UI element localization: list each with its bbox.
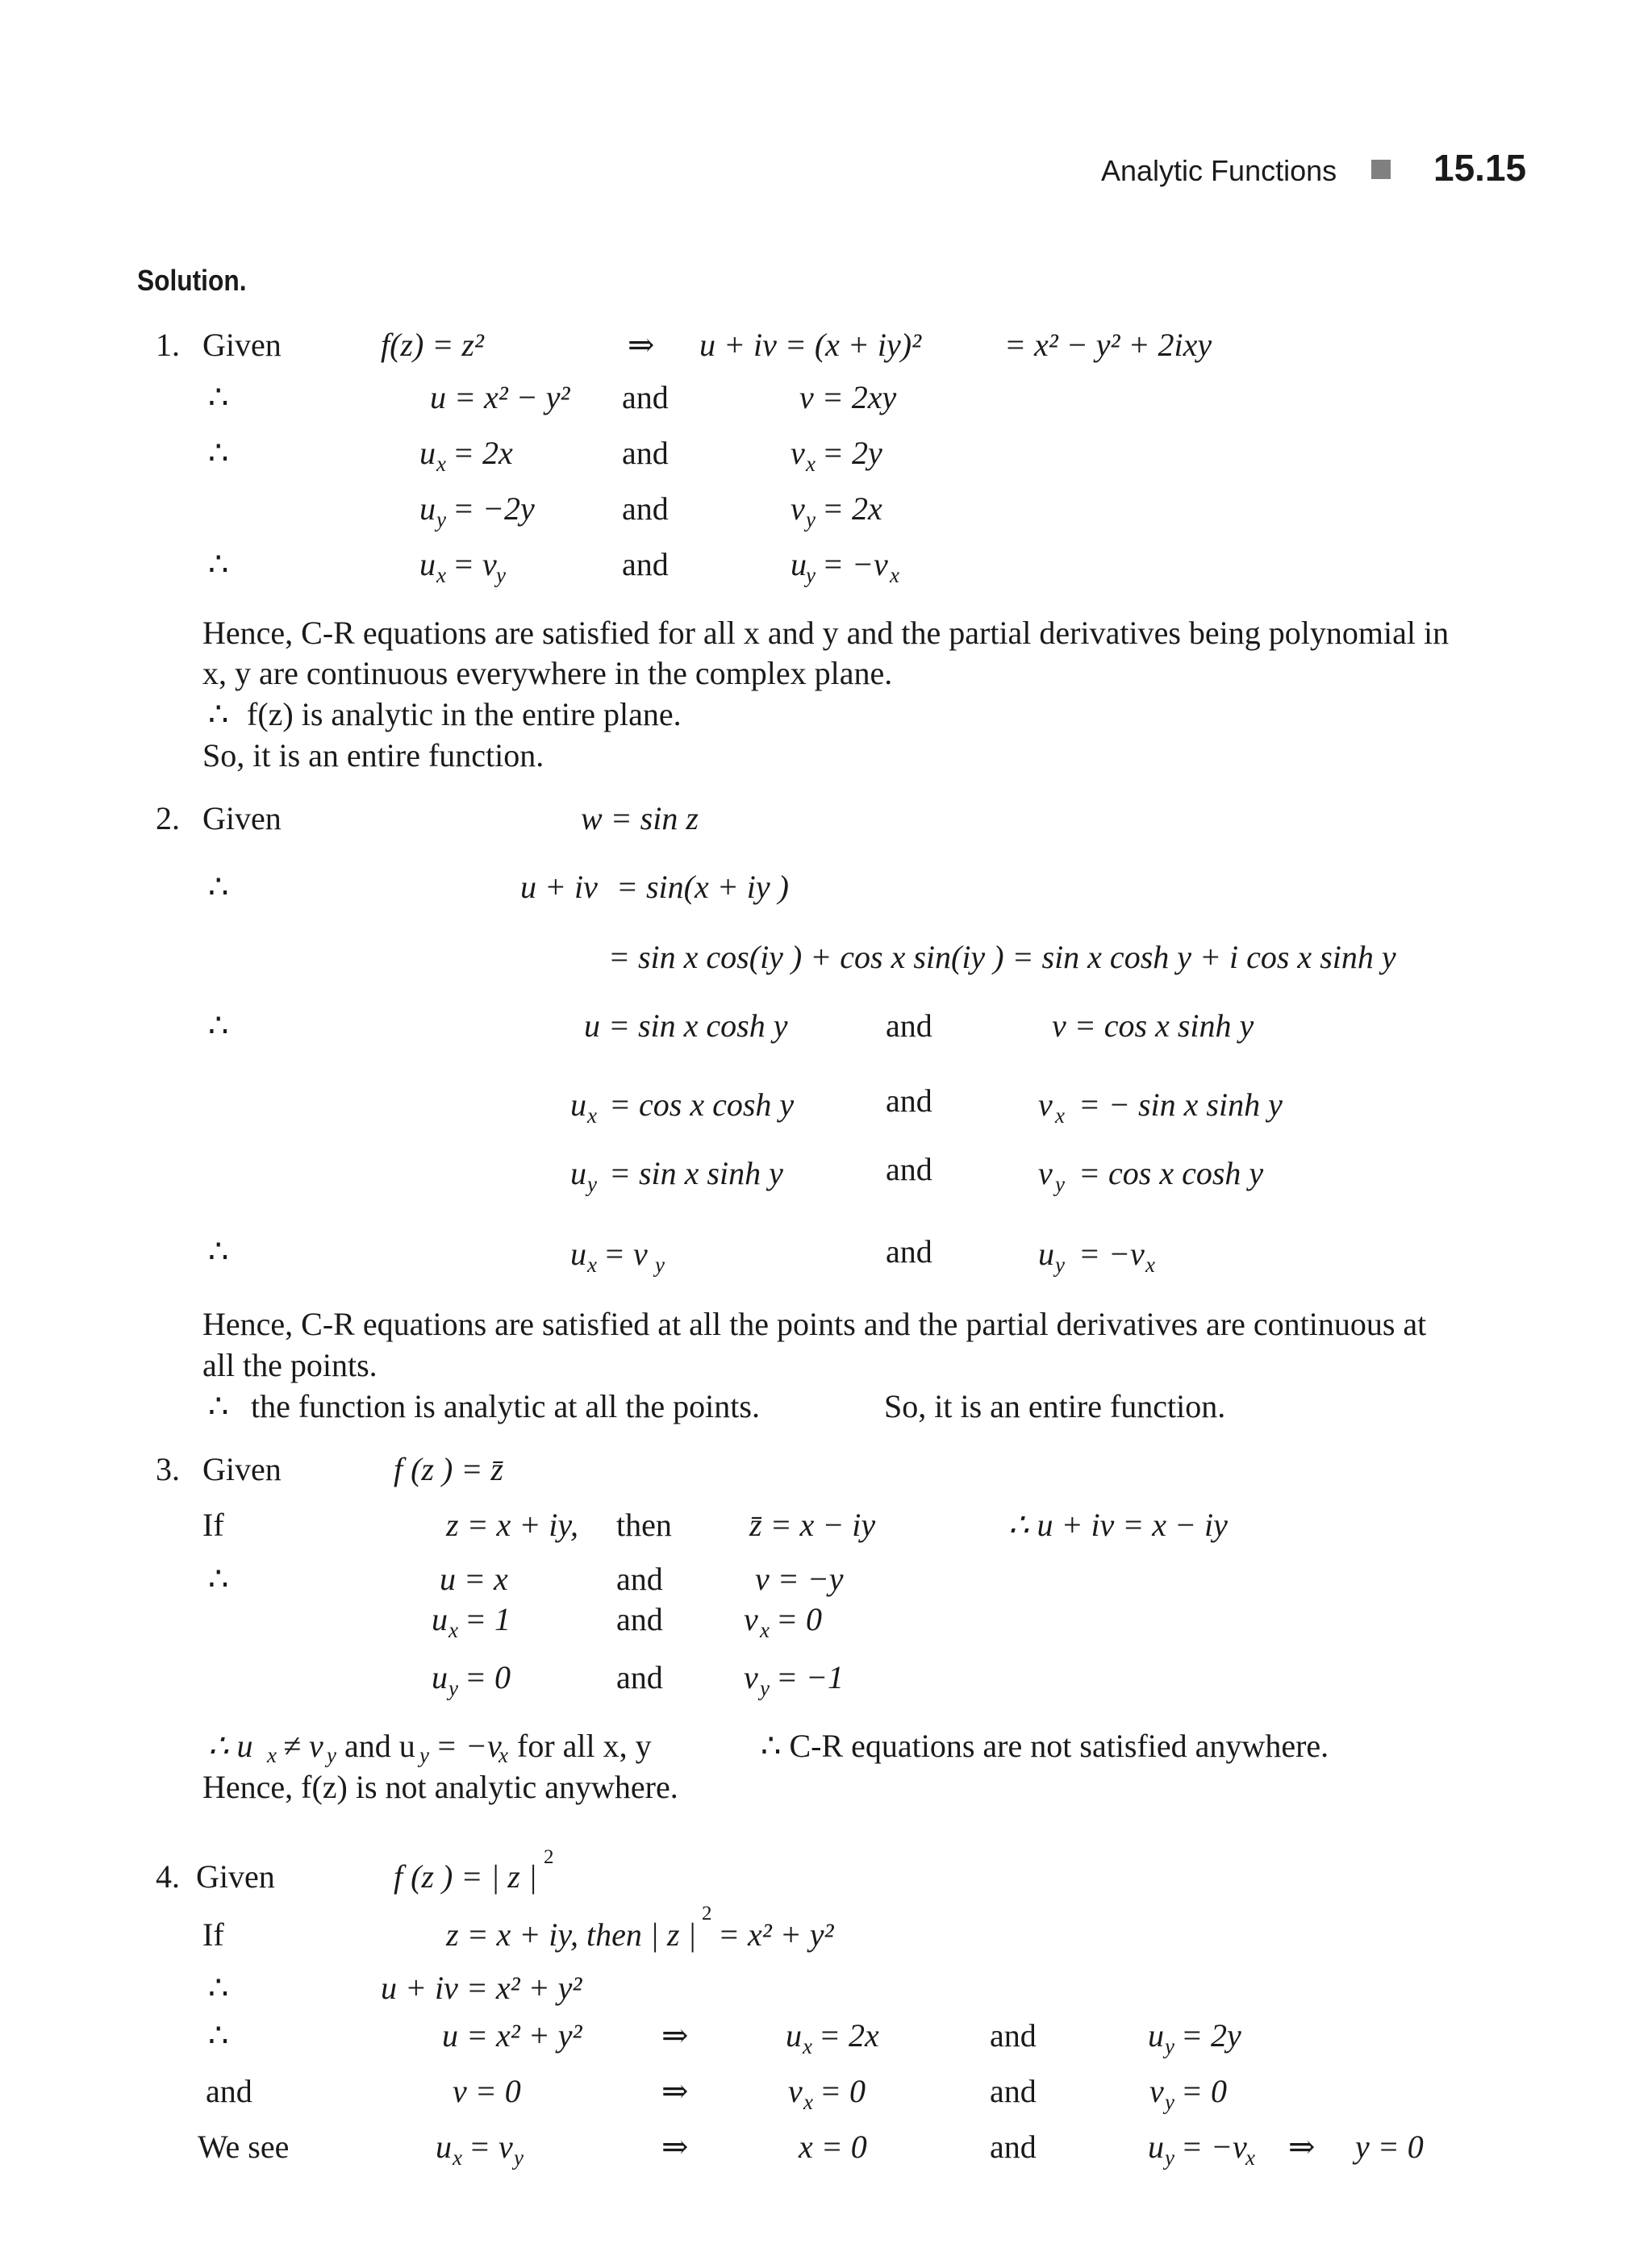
item-number: 2. <box>156 800 180 836</box>
subscript: x <box>803 2034 812 2058</box>
equation: x = 0 <box>799 2129 867 2165</box>
therefore-symbol: ∴ <box>208 1007 229 1044</box>
subscript: x <box>453 2145 462 2170</box>
paragraph-line: Hence, f(z) is not analytic anywhere. <box>202 1769 678 1805</box>
conclusion-equation: ≠ v <box>283 1728 323 1764</box>
item-number: 3. <box>156 1451 180 1487</box>
therefore-symbol: ∴ <box>208 435 229 471</box>
partial-symbol: v <box>744 1659 758 1695</box>
paragraph-line: f(z) is analytic in the entire plane. <box>247 696 682 732</box>
given-label: Given <box>202 327 282 363</box>
superscript: 2 <box>702 1903 712 1924</box>
and-label: and <box>886 1082 932 1119</box>
subscript: y <box>587 1172 597 1196</box>
subscript: y <box>496 563 506 587</box>
subscript: x <box>448 1618 458 1642</box>
partial-symbol: u <box>791 546 807 582</box>
partial-symbol: u <box>1038 1236 1054 1272</box>
equation: f(z) = z² <box>381 327 484 363</box>
equation: f (z ) = z̄ <box>394 1451 503 1487</box>
partial-symbol: u <box>570 1155 586 1191</box>
equation: = sin(x + iy ) <box>616 869 789 905</box>
implies-symbol: ⇒ <box>661 2017 689 2054</box>
subscript: y <box>760 1676 770 1700</box>
therefore-symbol: ∴ <box>208 869 229 905</box>
and-label: and <box>886 1007 932 1044</box>
partial-symbol: u <box>419 546 436 582</box>
subscript: y <box>1165 2145 1174 2170</box>
implies-symbol: ⇒ <box>661 2073 689 2109</box>
and-label: and <box>622 435 669 471</box>
subscript: x <box>803 2090 813 2114</box>
equation: u = sin x cosh y <box>584 1007 788 1044</box>
equation: = 0 <box>820 2073 866 2109</box>
if-label: If <box>202 1916 224 1953</box>
therefore-symbol: ∴ <box>208 1970 229 2006</box>
partial-symbol: v <box>1038 1086 1053 1123</box>
implies-symbol: ⇒ <box>661 2129 689 2165</box>
equation: = v <box>469 2129 513 2165</box>
subscript: y <box>436 507 446 532</box>
subscript: y <box>1165 2034 1174 2058</box>
therefore-symbol: ∴ <box>208 1561 229 1597</box>
equation: = −1 <box>776 1659 844 1695</box>
then-label: then <box>616 1507 672 1543</box>
equation: f (z ) = | z | <box>394 1858 537 1895</box>
partial-symbol: v <box>744 1601 758 1637</box>
therefore-symbol: ∴ <box>208 546 229 582</box>
equation: z = x + iy, then | z | <box>446 1916 697 1953</box>
subscript: x <box>587 1253 597 1277</box>
equation: = 0 <box>776 1601 822 1637</box>
partial-symbol: u <box>570 1236 586 1272</box>
equation: z̄ = x − iy <box>749 1507 876 1543</box>
subscript: x <box>436 563 446 587</box>
partial-symbol: u <box>419 490 436 527</box>
equation: u = x² + y² <box>442 2017 582 2054</box>
and-label: and <box>622 379 669 415</box>
subscript: y <box>327 1743 336 1767</box>
partial-symbol: u <box>570 1086 586 1123</box>
equation: w = sin z <box>581 800 699 836</box>
paragraph-line: the function is analytic at all the points. <box>251 1388 760 1424</box>
and-label: and <box>206 2073 252 2109</box>
subscript: y <box>1055 1172 1065 1196</box>
subscript: x <box>890 563 899 587</box>
paragraph-line: Hence, C-R equations are satisfied for all x and y and the partial derivatives being polynomial in <box>202 615 1450 651</box>
subscript: x <box>499 1743 508 1767</box>
equation: = x² + y² <box>718 1916 834 1953</box>
equation: = 0 <box>1181 2073 1227 2109</box>
subscript: x <box>587 1103 597 1128</box>
equation: = 2y <box>1181 2017 1241 2054</box>
partial-symbol: u <box>436 2129 452 2165</box>
conclusion-text: ∴ C-R equations are not satisfied anywhere. <box>761 1728 1329 1764</box>
we-see-label: We see <box>198 2129 290 2165</box>
equation: = 2x <box>453 435 513 471</box>
partial-symbol: v <box>791 435 805 471</box>
subscript: x <box>267 1743 277 1767</box>
subscript: y <box>806 563 816 587</box>
equation: ∴ u + iv = x − iy <box>1008 1507 1228 1543</box>
therefore-symbol: ∴ <box>208 2017 229 2054</box>
paragraph-line: So, it is an entire function. <box>202 737 544 774</box>
equation: z = x + iy, <box>446 1507 578 1543</box>
page-number: 15.15 <box>1433 147 1527 189</box>
item-number: 1. <box>156 327 180 363</box>
subscript: x <box>806 452 816 476</box>
and-label: and <box>886 1151 932 1187</box>
header-square-icon <box>1371 160 1391 179</box>
therefore-symbol: ∴ <box>208 1233 229 1270</box>
equation: = −v <box>1078 1236 1145 1272</box>
subscript: y <box>1165 2090 1174 2114</box>
superscript: 2 <box>544 1846 554 1868</box>
equation: v = 2xy <box>799 379 897 415</box>
partial-symbol: v <box>1038 1155 1053 1191</box>
conclusion-equation: ∴ u <box>208 1728 253 1764</box>
equation: y = 0 <box>1355 2129 1424 2165</box>
equation: v = 0 <box>453 2073 521 2109</box>
given-label: Given <box>202 800 282 836</box>
equation: v = −y <box>755 1561 844 1597</box>
if-label: If <box>202 1507 224 1543</box>
subscript: y <box>448 1676 458 1700</box>
partial-symbol: v <box>788 2073 803 2109</box>
equation: = 0 <box>465 1659 511 1695</box>
running-header-title: Analytic Functions <box>1101 154 1337 187</box>
given-label: Given <box>196 1858 275 1895</box>
implies-symbol: ⇒ <box>628 327 655 363</box>
solution-heading: Solution. <box>137 264 247 297</box>
and-label: and <box>616 1601 663 1637</box>
and-label: and <box>990 2073 1037 2109</box>
equation: u = x² − y² <box>430 379 570 415</box>
subscript: y <box>1055 1253 1065 1277</box>
item-number: 4. <box>156 1858 180 1895</box>
paragraph-line: Hence, C-R equations are satisfied at all the points and the partial derivatives are continuous at <box>202 1306 1427 1342</box>
subscript: y <box>655 1253 665 1277</box>
subscript: x <box>1055 1103 1065 1128</box>
equation: u + iv = x² + y² <box>381 1970 582 2006</box>
equation: = v <box>453 546 497 582</box>
subscript: y <box>419 1743 429 1767</box>
and-label: and <box>886 1233 932 1270</box>
subscript: y <box>806 507 816 532</box>
partial-symbol: u <box>419 435 436 471</box>
partial-symbol: u <box>786 2017 802 2054</box>
equation: = x² − y² + 2ixy <box>1004 327 1212 363</box>
partial-symbol: u <box>1148 2017 1164 2054</box>
partial-symbol: u <box>432 1659 448 1695</box>
therefore-symbol: ∴ <box>208 379 229 415</box>
therefore-symbol: ∴ <box>208 1388 229 1424</box>
partial-symbol: v <box>1149 2073 1164 2109</box>
equation: u + iv <box>520 869 598 905</box>
equation: = 2y <box>822 435 882 471</box>
subscript: y <box>514 2145 524 2170</box>
subscript: x <box>760 1618 770 1642</box>
and-label: and <box>622 490 669 527</box>
partial-symbol: u <box>432 1601 448 1637</box>
subscript: x <box>1145 1253 1155 1277</box>
equation: = 2x <box>822 490 882 527</box>
paragraph-line: So, it is an entire function. <box>884 1388 1226 1424</box>
conclusion-equation: and u <box>344 1728 415 1764</box>
equation: = −v <box>1181 2129 1247 2165</box>
subscript: x <box>1245 2145 1255 2170</box>
equation: = sin x sinh y <box>609 1155 783 1191</box>
paragraph-line: x, y are continuous everywhere in the complex plane. <box>202 655 893 691</box>
and-label: and <box>990 2129 1037 2165</box>
conclusion-equation: for all x, y <box>517 1728 652 1764</box>
partial-symbol: u <box>1148 2129 1164 2165</box>
equation: = 2x <box>819 2017 879 2054</box>
equation: = cos x cosh y <box>1078 1155 1264 1191</box>
equation: = −v <box>822 546 888 582</box>
equation: v = cos x sinh y <box>1052 1007 1254 1044</box>
equation: u = x <box>440 1561 508 1597</box>
and-label: and <box>622 546 669 582</box>
paragraph-line: all the points. <box>202 1347 378 1383</box>
implies-symbol: ⇒ <box>1288 2129 1316 2165</box>
equation: u + iv = (x + iy)² <box>699 327 922 363</box>
equation: = cos x cosh y <box>609 1086 795 1123</box>
and-label: and <box>990 2017 1037 2054</box>
equation: = 1 <box>465 1601 511 1637</box>
and-label: and <box>616 1561 663 1597</box>
partial-symbol: v <box>791 490 805 527</box>
equation: = −2y <box>453 490 535 527</box>
equation: = v <box>603 1236 648 1272</box>
equation: = − sin x sinh y <box>1078 1086 1283 1123</box>
given-label: Given <box>202 1451 282 1487</box>
and-label: and <box>616 1659 663 1695</box>
conclusion-equation: = −v <box>436 1728 502 1764</box>
therefore-symbol: ∴ <box>208 696 229 732</box>
equation: = sin x cos(iy ) + cos x sin(iy ) = sin x cosh y + i cos x sinh y <box>608 939 1396 975</box>
subscript: x <box>436 452 446 476</box>
